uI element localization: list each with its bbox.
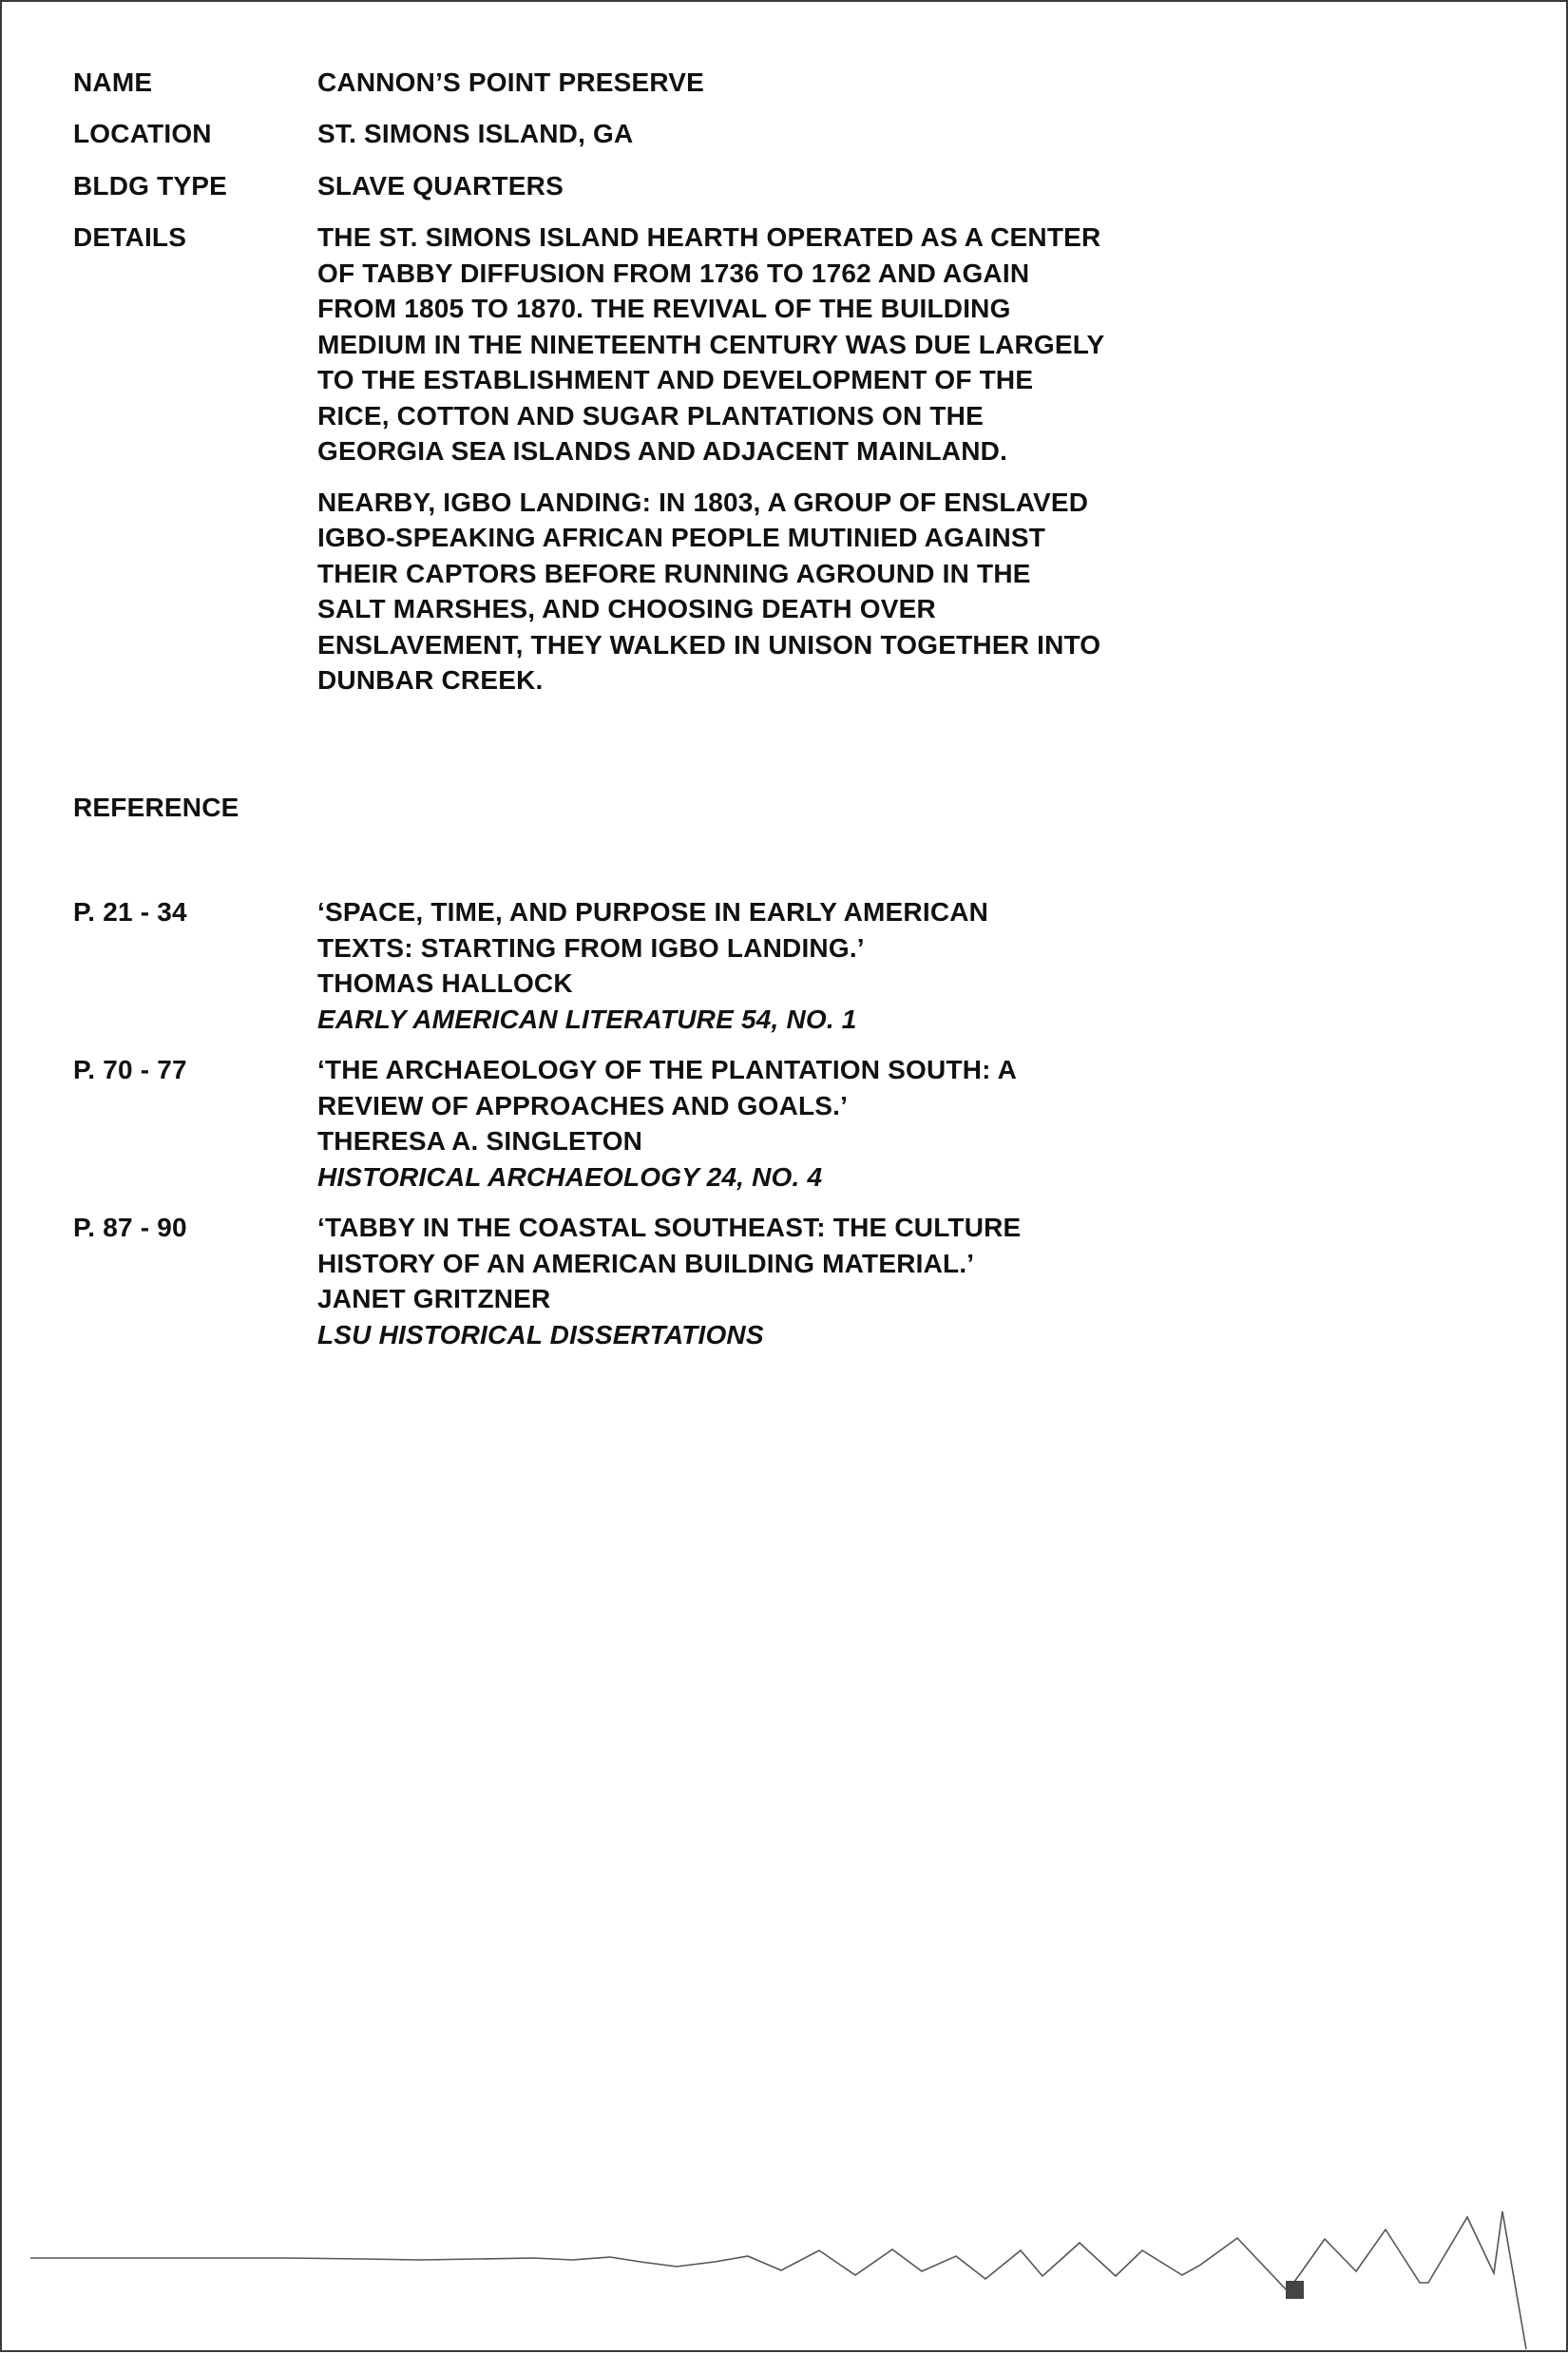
details-paragraph: THE ST. SIMONS ISLAND HEARTH OPERATED AS A CENTER OF TABBY DIFFUSION FROM 1736 TO 1762 AND AGAIN FROM 1805 TO 1870. THE REVIVAL OF THE BUILDING MEDIUM IN THE NINETEENTH CENTURY WAS DUE LARGELY TO THE ESTABLISHMENT AND DEVELOPMENT OF THE RICE, COTTON AND SUGAR PLANTATIONS ON THE GEORGIA SEA ISLANDS AND ADJACENT MAINLAND. (317, 222, 1104, 466)
name-value: CANNON’S POINT PRESERVE (317, 67, 705, 97)
name-label: NAME (73, 67, 153, 97)
reference-title-line: ‘SPACE, TIME, AND PURPOSE IN EARLY AMERICAN (317, 897, 989, 927)
reference-author: THOMAS HALLOCK (317, 968, 573, 998)
reference-pages: P. 70 - 77 (73, 1055, 187, 1084)
bldg-type-label: BLDG TYPE (73, 171, 228, 201)
zigzag-line (30, 2211, 1526, 2349)
details-paragraph: NEARBY, IGBO LANDING: IN 1803, A GROUP OF ENSLAVED IGBO-SPEAKING AFRICAN PEOPLE MUTINIED AGAINST THEIR CAPTORS BEFORE RUNNING AGROUND IN THE SALT MARSHES, AND CHOOSING DEATH OVER ENSLAVEMENT, THEY WALKED IN UNISON TOGETHER INTO DUNBAR CREEK. (317, 487, 1101, 695)
location-value: ST. SIMONS ISLAND, GA (317, 119, 634, 148)
footer-zigzag-graphic (2, 2, 1568, 2354)
details-label: DETAILS (73, 222, 187, 252)
reference-pages: P. 21 - 34 (73, 897, 187, 927)
reference-author: THERESA A. SINGLETON (317, 1126, 643, 1156)
reference-title-line: ‘THE ARCHAEOLOGY OF THE PLANTATION SOUTH: A (317, 1055, 1018, 1084)
reference-title-line: REVIEW OF APPROACHES AND GOALS.’ (317, 1090, 849, 1120)
bldg-type-value: SLAVE QUARTERS (317, 171, 564, 201)
reference-title-line: TEXTS: STARTING FROM IGBO LANDING.’ (317, 932, 865, 963)
zigzag-marker (1286, 2281, 1304, 2299)
reference-author: JANET GRITZNER (317, 1284, 551, 1313)
reference-journal: EARLY AMERICAN LITERATURE 54, NO. 1 (317, 1004, 857, 1034)
reference-heading: REFERENCE (73, 793, 239, 822)
reference-journal: HISTORICAL ARCHAEOLOGY 24, NO. 4 (317, 1161, 823, 1192)
reference-title-line: HISTORY OF AN AMERICAN BUILDING MATERIAL.’ (317, 1248, 975, 1278)
reference-pages: P. 87 - 90 (73, 1213, 187, 1242)
reference-title-line: ‘TABBY IN THE COASTAL SOUTHEAST: THE CULTURE (317, 1213, 1022, 1242)
reference-journal: LSU HISTORICAL DISSERTATIONS (317, 1319, 764, 1349)
location-label: LOCATION (73, 119, 212, 148)
